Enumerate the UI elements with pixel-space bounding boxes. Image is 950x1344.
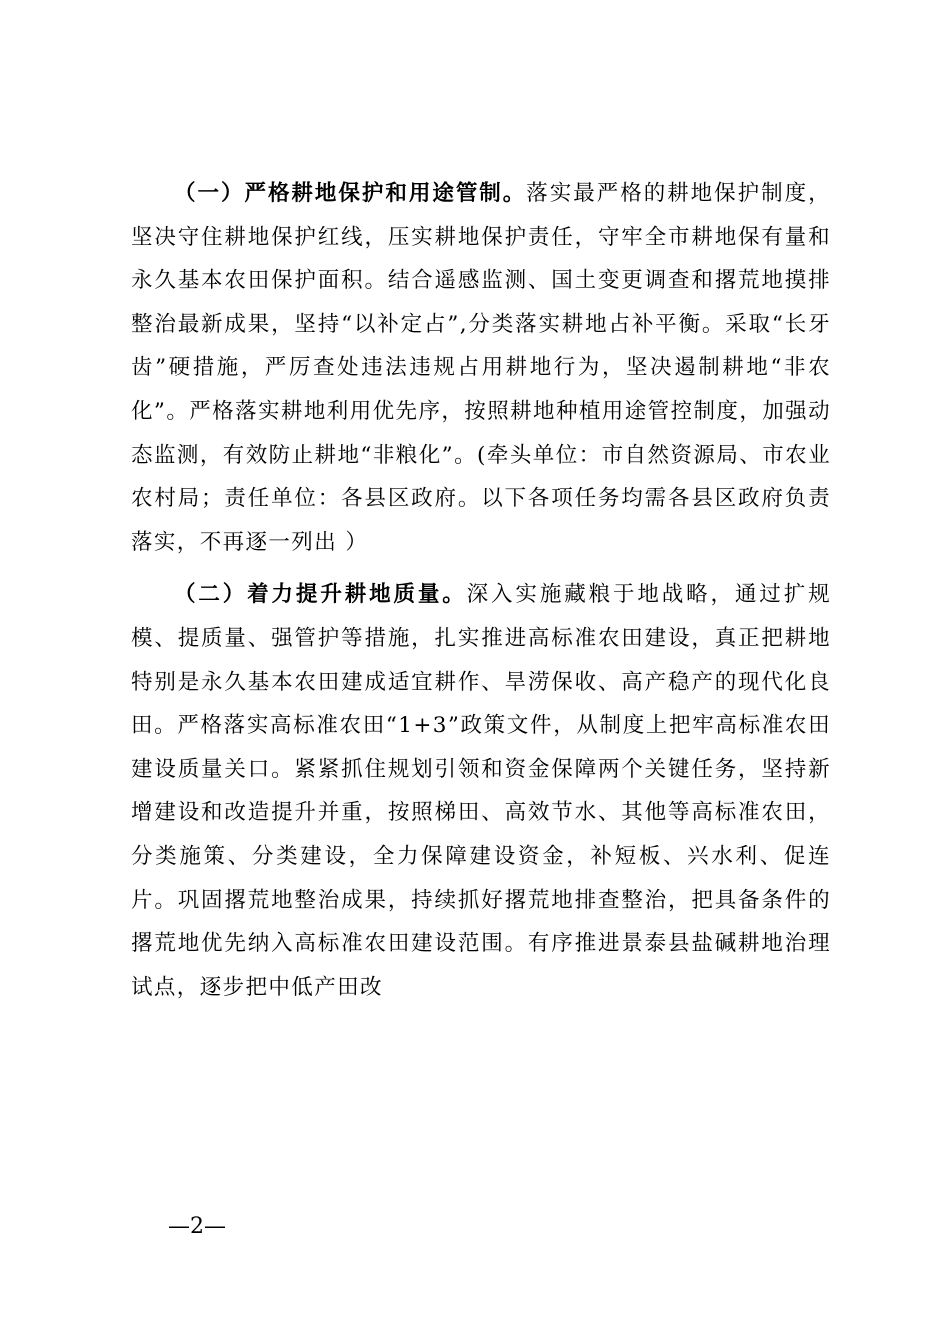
page-number: —2— — [168, 1214, 226, 1239]
section-text-farmland-quality: 深入实施藏粮于地战略，通过扩规模、提质量、强管护等措施，扎实推进高标准农田建设，真正把耕地特别是永久基本农田建成适宜耕作、旱涝保收、高产稳产的现代化良田。严格落实高标准农田“1+3”政策文件，从制度上把牢高标准农田建设质量关口。紧紧抓住规划引领和资金保障两个关键任务，坚持新增建设和改造提升并重，按照梯田、高效节水、其他等高标准农田，分类施策、分类建设，全力保障建设资金，补短板、兴水利、促连片。巩固撂荒地整治成果，持续抓好撂荒地排查整治，把具备条件的撂荒地优先纳入高标准农田建设范围。有序推进景泰县盐碱耕地治理试点，逐步把中低产田改 — [131, 582, 831, 1000]
section-heading-farmland-protection: （一）严格耕地保护和用途管制。 — [174, 181, 527, 206]
document-body — [131, 172, 831, 1009]
section-heading-farmland-quality: （二）着力提升耕地质量。 — [174, 582, 467, 608]
paragraph-farmland-protection — [131, 172, 831, 564]
section-text-farmland-protection: 落实最严格的耕地保护制度，坚决守住耕地保护红线，压实耕地保护责任，守牢全市耕地保有量和永久基本农田保护面积。结合遥感监测、国土变更调查和撂荒地摸排整治最新成果，坚持“以补定占”,分类落实耕地占补平衡。采取“长牙齿”硬措施，严厉查处违法违规占用耕地行为，坚决遏制耕地“非农化”。严格落实耕地利用优先序，按照耕地种植用途管控制度，加强动态监测，有效防止耕地“非粮化”。(牵头单位：市自然资源局、市农业农村局；责任单位：各县区政府。以下各项任务均需各县区政府负责落实，不再逐一列出 ） — [131, 181, 831, 555]
paragraph-farmland-quality — [131, 573, 831, 1009]
